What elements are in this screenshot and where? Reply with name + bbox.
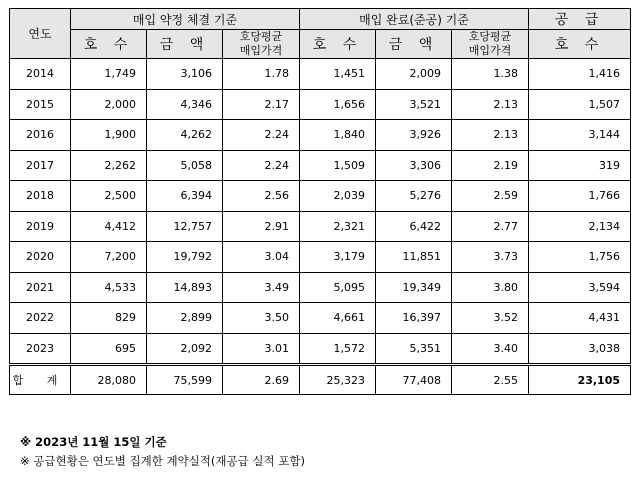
total-label: 합 계 [10, 365, 71, 395]
completion-amount-cell: 3,306 [376, 150, 452, 181]
completion-avg-cell: 1.38 [452, 59, 529, 90]
year-cell: 2014 [10, 59, 71, 90]
completion-avg-cell: 3.73 [452, 242, 529, 273]
supply-units-cell: 3,594 [529, 272, 631, 303]
total-contract-units: 28,080 [71, 365, 147, 395]
completion-units-cell: 1,840 [300, 120, 376, 151]
year-header: 연도 [10, 9, 71, 59]
total-contract-avg: 2.69 [223, 365, 300, 395]
table-row [10, 181, 631, 212]
supply-units-cell: 3,144 [529, 120, 631, 151]
contract-avg-cell: 3.04 [223, 242, 300, 273]
completion-units-header: 호 수 [300, 30, 376, 59]
completion-units-cell: 2,321 [300, 211, 376, 242]
contract-amount-cell: 14,893 [147, 272, 223, 303]
year-cell: 2018 [10, 181, 71, 212]
contract-units-cell: 4,412 [71, 211, 147, 242]
contract-units-cell: 695 [71, 333, 147, 365]
completion-amount-cell: 5,351 [376, 333, 452, 365]
table-row [10, 89, 631, 120]
contract-amount-cell: 2,092 [147, 333, 223, 365]
completion-amount-cell: 5,276 [376, 181, 452, 212]
table-row [10, 272, 631, 303]
completion-avg-cell: 2.59 [452, 181, 529, 212]
footnote-date: ※ 2023년 11월 15일 기준 [20, 435, 167, 449]
supply-units-cell: 319 [529, 150, 631, 181]
completion-basis-header: 매입 완료(준공) 기준 [300, 9, 529, 30]
completion-amount-cell: 3,521 [376, 89, 452, 120]
completion-amount-cell: 19,349 [376, 272, 452, 303]
avg-label-line2: 매입가격 [468, 44, 512, 57]
year-cell: 2023 [10, 333, 71, 365]
completion-avg-header [452, 30, 529, 59]
supply-units-header: 호 수 [529, 30, 631, 59]
contract-amount-cell: 4,262 [147, 120, 223, 151]
contract-avg-cell: 2.91 [223, 211, 300, 242]
contract-units-cell: 2,262 [71, 150, 147, 181]
completion-avg-cell: 2.19 [452, 150, 529, 181]
completion-amount-cell: 6,422 [376, 211, 452, 242]
contract-basis-header: 매입 약정 체결 기준 [71, 9, 300, 30]
completion-units-cell: 3,179 [300, 242, 376, 273]
contract-avg-cell: 1.78 [223, 59, 300, 90]
total-contract-amount: 75,599 [147, 365, 223, 395]
total-supply-units: 23,105 [529, 365, 631, 395]
contract-amount-cell: 5,058 [147, 150, 223, 181]
contract-units-cell: 2,000 [71, 89, 147, 120]
supply-units-cell: 1,416 [529, 59, 631, 90]
footnote-supply: ※ 공급현황은 연도별 집계한 계약실적(재공급 실적 포함) [20, 454, 305, 468]
avg-label-line1: 호당평균 [239, 30, 283, 43]
completion-amount-header: 금 액 [376, 30, 452, 59]
contract-units-header: 호 수 [71, 30, 147, 59]
year-cell: 2022 [10, 303, 71, 334]
contract-avg-cell: 2.17 [223, 89, 300, 120]
table-body [10, 59, 631, 395]
year-cell: 2020 [10, 242, 71, 273]
contract-amount-cell: 6,394 [147, 181, 223, 212]
supply-units-cell: 1,756 [529, 242, 631, 273]
year-cell: 2017 [10, 150, 71, 181]
completion-avg-cell: 2.13 [452, 120, 529, 151]
contract-units-cell: 2,500 [71, 181, 147, 212]
contract-amount-cell: 19,792 [147, 242, 223, 273]
contract-units-cell: 829 [71, 303, 147, 334]
table-row [10, 333, 631, 365]
supply-units-cell: 2,134 [529, 211, 631, 242]
year-cell: 2016 [10, 120, 71, 151]
table-row [10, 59, 631, 90]
footnotes [20, 433, 305, 471]
total-completion-amount: 77,408 [376, 365, 452, 395]
completion-units-cell: 4,661 [300, 303, 376, 334]
table-row [10, 120, 631, 151]
contract-avg-header [223, 30, 300, 59]
completion-avg-cell: 2.77 [452, 211, 529, 242]
total-completion-avg: 2.55 [452, 365, 529, 395]
avg-label-line1: 호당평균 [468, 30, 512, 43]
table-header [10, 9, 631, 59]
completion-avg-cell: 2.13 [452, 89, 529, 120]
supply-units-cell: 3,038 [529, 333, 631, 365]
year-cell: 2021 [10, 272, 71, 303]
contract-amount-cell: 2,899 [147, 303, 223, 334]
contract-avg-cell: 3.50 [223, 303, 300, 334]
completion-units-cell: 1,572 [300, 333, 376, 365]
avg-label-line2: 매입가격 [239, 44, 283, 57]
total-completion-units: 25,323 [300, 365, 376, 395]
contract-units-cell: 7,200 [71, 242, 147, 273]
completion-units-cell: 2,039 [300, 181, 376, 212]
completion-amount-cell: 11,851 [376, 242, 452, 273]
completion-units-cell: 1,509 [300, 150, 376, 181]
completion-units-cell: 1,451 [300, 59, 376, 90]
contract-avg-cell: 3.49 [223, 272, 300, 303]
completion-amount-cell: 2,009 [376, 59, 452, 90]
completion-amount-cell: 3,926 [376, 120, 452, 151]
contract-avg-cell: 2.56 [223, 181, 300, 212]
contract-amount-header: 금 액 [147, 30, 223, 59]
completion-avg-cell: 3.40 [452, 333, 529, 365]
contract-avg-cell: 3.01 [223, 333, 300, 365]
year-cell: 2019 [10, 211, 71, 242]
contract-units-cell: 4,533 [71, 272, 147, 303]
supply-units-cell: 1,507 [529, 89, 631, 120]
completion-amount-cell: 16,397 [376, 303, 452, 334]
purchase-supply-table [9, 8, 631, 395]
table-row [10, 242, 631, 273]
contract-amount-cell: 4,346 [147, 89, 223, 120]
supply-header: 공 급 [529, 9, 631, 30]
table-row [10, 150, 631, 181]
contract-amount-cell: 12,757 [147, 211, 223, 242]
table-row [10, 211, 631, 242]
completion-avg-cell: 3.80 [452, 272, 529, 303]
contract-amount-cell: 3,106 [147, 59, 223, 90]
completion-units-cell: 1,656 [300, 89, 376, 120]
completion-units-cell: 5,095 [300, 272, 376, 303]
contract-avg-cell: 2.24 [223, 150, 300, 181]
completion-avg-cell: 3.52 [452, 303, 529, 334]
supply-units-cell: 4,431 [529, 303, 631, 334]
year-cell: 2015 [10, 89, 71, 120]
table-row [10, 303, 631, 334]
contract-units-cell: 1,900 [71, 120, 147, 151]
contract-units-cell: 1,749 [71, 59, 147, 90]
supply-units-cell: 1,766 [529, 181, 631, 212]
contract-avg-cell: 2.24 [223, 120, 300, 151]
total-row [10, 365, 631, 395]
